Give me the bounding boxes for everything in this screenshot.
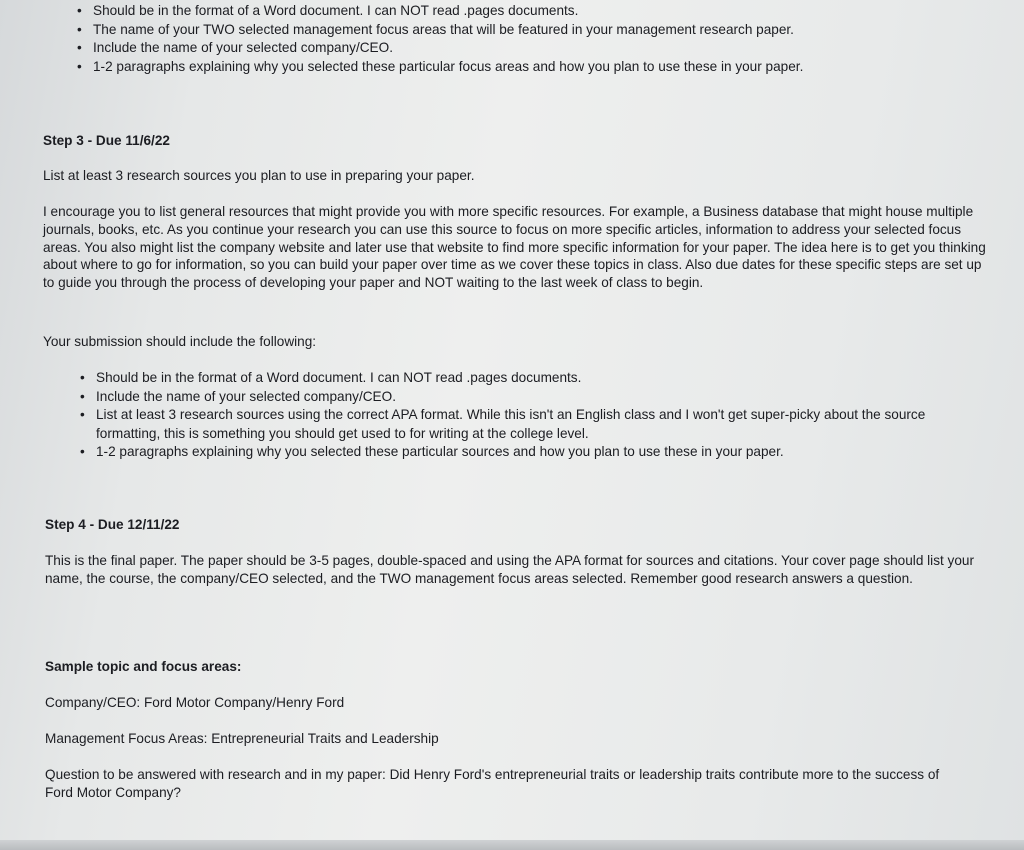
list-item: • The name of your TWO selected management focus areas that will be featured in your management research paper. [75, 21, 975, 40]
list-item: • List at least 3 research sources using the correct APA format. While this isn't an English class and I won't get super-picky about the source formatting, this is something you should get used to for writing at the college level. [80, 407, 926, 441]
bullet-icon: • [80, 407, 85, 422]
sample-focus-areas: Management Focus Areas: Entrepreneurial Traits and Leadership [45, 731, 439, 746]
list-item: • 1-2 paragraphs explaining why you selected these particular sources and how you plan to use these in your paper. [78, 443, 978, 462]
step3-paragraph: I encourage you to list general resources that might provide you with more specific resources. For example, a Business database that might house multiple journals, books, etc. As you continue your research you can use this source to focus on more specific articles, information to address your selected focus areas. You also might list the company website and later use that website to find more specific information for your paper. The idea here is to get you thinking about where to go for information, so you can build your paper over time as we cover these topics in class. Also due dates for these specific steps are set up to guide you through the process of developing your paper and NOT waiting to the last week of class to begin. [43, 204, 986, 291]
sample-company-ceo: Company/CEO: Ford Motor Company/Henry Ford [45, 695, 345, 710]
step3-submission-intro: Your submission should include the following: [43, 334, 317, 349]
list-item: • Include the name of your selected company/CEO. [75, 39, 975, 58]
page-edge-shadow [0, 840, 1024, 850]
bullet-icon: • [80, 370, 85, 385]
list-item: • Should be in the format of a Word document. I can NOT read .pages documents. [78, 369, 978, 388]
step3-heading: Step 3 - Due 11/6/22 [43, 133, 170, 148]
bullet-icon: • [77, 58, 82, 74]
step4-paragraph: This is the final paper. The paper should be 3-5 pages, double-spaced and using the APA format for sources and citations. Your cover page should list your name, the course, the company/CEO selected, and the TWO management focus areas selected. Remember good research answers a question. [45, 553, 974, 586]
bullet-icon: • [77, 3, 82, 18]
list-item: • 1-2 paragraphs explaining why you selected these particular focus areas and how you plan to use these in your paper. [75, 58, 975, 77]
step3-requirements-list [78, 369, 978, 462]
bullet-icon: • [77, 40, 82, 55]
list-item: • Should be in the format of a Word document. I can NOT read .pages documents. [75, 2, 975, 21]
list-item: • Include the name of your selected company/CEO. [78, 388, 978, 407]
bullet-icon: • [80, 444, 85, 459]
sample-heading: Sample topic and focus areas: [45, 659, 242, 674]
step3-intro: List at least 3 research sources you plan to use in preparing your paper. [43, 168, 475, 183]
step4-heading: Step 4 - Due 12/11/22 [45, 517, 180, 532]
step2-requirements-list [75, 2, 975, 76]
bullet-icon: • [77, 21, 82, 37]
sample-question: Question to be answered with research and in my paper: Did Henry Ford's entrepreneurial traits or leadership traits contribute more to the success of Ford Motor Company? [45, 767, 940, 800]
bullet-icon: • [80, 388, 85, 404]
